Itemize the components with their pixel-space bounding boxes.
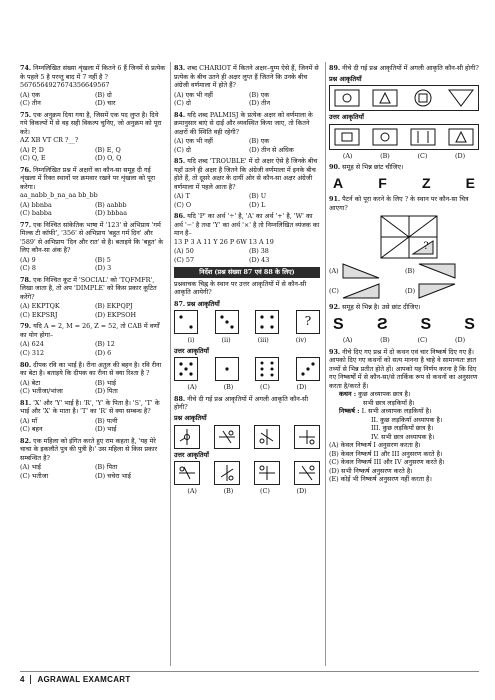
question-text: निम्नलिखित प्रश्न में अक्षरों का कौन-सा समूह दी गई शृंखला में रिक्त स्थानों पर क्रमवार रखने पर शृंखला को पूरा करेगा।: [20, 165, 155, 191]
option-d[interactable]: (D) भाई: [95, 425, 117, 434]
conclusion-label: निष्कर्ष :: [339, 407, 360, 416]
symbol-figure: [254, 425, 280, 449]
question-86: [174, 212, 320, 264]
option-b[interactable]: (B) केवल निष्कर्ष II और III अनुसरण करते है।: [329, 449, 443, 458]
option-c[interactable]: (C) भतीजा: [20, 471, 49, 480]
question-81: [20, 399, 166, 434]
column-divider: [170, 62, 171, 666]
shape-figure: [332, 88, 362, 108]
question-83: [174, 64, 320, 108]
option-c[interactable]: (C): [259, 383, 270, 392]
option-c[interactable]: (C) 8: [20, 264, 36, 273]
option-d[interactable]: (D) bbbaa: [95, 209, 128, 218]
option-a[interactable]: (A) P, D: [20, 145, 44, 154]
option-c[interactable]: (C): [329, 286, 339, 295]
question-number: 93.: [329, 347, 341, 356]
shape-figure: [370, 88, 400, 108]
option-d[interactable]: (D) 43: [249, 255, 270, 264]
question-number: 88.: [174, 394, 186, 403]
question-text: एक निश्चित सांकेतिक भाषा में '123' से अभिप्राय 'गर्म मिल्क टी कॉफी', '356' से अभिप्राय 'बहुत गर्म दिन' और '589' से अभिप्राय 'दिन और रात' से है। बताइये कि 'बहुत' के लिए कौन-सा अंक है?: [20, 220, 164, 255]
option-c-figure[interactable]: [341, 282, 381, 300]
figure-label: प्रश्न आकृतियाँ: [174, 413, 207, 422]
answer-figures: [174, 461, 320, 485]
option-a[interactable]: (A) T: [174, 192, 190, 201]
question-number: 78.: [20, 275, 32, 284]
question-89: [329, 64, 479, 160]
symbol-figure: [294, 425, 320, 449]
option-b[interactable]: (B) 12: [95, 340, 115, 349]
conclusion: III. कुछ लड़कियाँ छात्र है।: [371, 424, 434, 433]
answer-figures-label: उत्तर आकृतियाँ: [174, 450, 209, 459]
option-c[interactable]: (C) दो: [174, 99, 191, 108]
option-c[interactable]: (C) 57: [174, 255, 195, 264]
question-text: नीचे दिए गए प्रश्न में दो कथन एवं चार निष्कर्ष दिए गए हैं। आपको दिए गए कथनों को सत्य मानना है चाहे वे सामान्यतः ज्ञात तथ्यों से भिन्न प्रतीत होते हों। आपको यह निर्णय करना है कि दिए गए निष्कर्षों में से कौन-सा/से तार्किक रूप से कथनों का अनुसरण करता है/करते हैं।: [329, 347, 478, 390]
question-number: 84.: [174, 110, 186, 119]
shape-figure: [446, 88, 476, 108]
question-90: [329, 163, 479, 192]
glyph-figure[interactable]: S: [420, 315, 432, 333]
question-figures: [174, 425, 320, 449]
question-88: [174, 395, 320, 496]
option-b[interactable]: (B): [223, 487, 234, 496]
option-d[interactable]: (D) पिता: [95, 387, 118, 396]
option-b[interactable]: (B): [380, 336, 390, 344]
question-number: 80.: [20, 360, 32, 369]
option-d[interactable]: (D) EKPSOH: [95, 310, 137, 319]
dice-figure: [174, 310, 198, 334]
column-left: [20, 64, 166, 483]
question-number: 90.: [329, 163, 341, 172]
question-85: [174, 157, 320, 209]
option-b[interactable]: (B) एक: [249, 137, 270, 146]
option-d-figure[interactable]: [294, 461, 320, 485]
figure-label: प्रश्न आकृतियाँ: [329, 74, 362, 83]
option-c[interactable]: (C) babba: [20, 209, 52, 218]
option-b[interactable]: (B) 5: [95, 255, 111, 264]
dice-figure: [255, 310, 279, 334]
option-e[interactable]: (E) कोई भी निष्कर्ष अनुसरण नहीं करता है।: [329, 475, 432, 484]
option-a[interactable]: (A) भाई: [20, 463, 41, 472]
question-mark-figure: ?: [296, 310, 320, 334]
option-d[interactable]: (D): [405, 286, 416, 295]
option-b[interactable]: (B) एक: [249, 90, 270, 99]
option-a-figure[interactable]: [341, 262, 381, 280]
option-b[interactable]: (B) EKPQPJ: [95, 302, 133, 311]
question-number: 74.: [20, 64, 32, 72]
option-d[interactable]: (D) तीन से अधिक: [249, 145, 294, 154]
letter-series: aa_nabb_b_na_aa bb_bb: [20, 191, 98, 200]
option-a-figure[interactable]: [174, 357, 198, 381]
answer-figures-label: उत्तर आकृतियाँ: [174, 346, 209, 355]
option-b[interactable]: (B) पत्नी: [95, 416, 118, 425]
question-76: [20, 166, 166, 218]
symbol-figure: [174, 425, 200, 449]
question-text: शब्द CHARIOT में कितने अक्षर–युग्म ऐसे हैं, जिनमें से प्रत्येक के बीच उतने ही अक्षर लुप्त हैं जितने कि उनके बीच अंग्रेजी वर्णमाला में होते हैं?: [174, 64, 319, 90]
option-d-figure[interactable]: [296, 357, 320, 381]
question-text: 'X' और 'Y' भाई है। 'R', 'Y' के पिता है। 'S', 'T' के भाई और 'X' के माता है। 'T' का 'R' से क्या सम्बन्ध है?: [20, 398, 160, 416]
brand-logo: AGRAWAL EXAMCART: [37, 674, 131, 684]
option-c-figure[interactable]: [254, 461, 280, 485]
answer-figures-label: उत्तर आकृतियाँ: [329, 113, 364, 122]
question-text: समूह से भिन्न छांट चीजिए।: [342, 163, 404, 172]
option-a[interactable]: (A): [329, 266, 339, 275]
option-c[interactable]: (C) 312: [20, 348, 45, 357]
letter-series: AZ XB VT CR ?__?: [20, 136, 79, 145]
option-a[interactable]: (A) 9: [20, 255, 36, 264]
dice-figure: [215, 310, 239, 334]
option-c[interactable]: (C) EKPSRJ: [20, 310, 58, 319]
letter-figure[interactable]: E: [465, 174, 475, 191]
expression: 13 P 3 A 11 Y 26 P 6W 13 A 19: [174, 237, 274, 246]
figure-label: (iii): [257, 336, 269, 345]
option-d[interactable]: (D) चचेरा भाई: [95, 471, 131, 480]
question-77: [20, 221, 166, 273]
question-number: 79.: [20, 322, 32, 331]
option-a[interactable]: (A) माँ: [20, 416, 38, 425]
option-d[interactable]: (D) तीन: [249, 99, 270, 108]
question-87: [174, 300, 320, 392]
option-a[interactable]: (A) एक भी नहीं: [174, 137, 213, 146]
symbol-figure: [214, 425, 240, 449]
figure-label: (iv): [295, 336, 307, 345]
option-a[interactable]: (A): [342, 151, 353, 160]
letter-figure[interactable]: Z: [421, 174, 431, 191]
question-figures: [329, 85, 479, 111]
question-75: [20, 111, 166, 163]
question-text: एक अनुक्रम दिया गया है, जिसमें एक पद लुप्त है। दिये गये विकल्पों में से वह सही विकल्प चुनिए, जो अनुक्रम को पूरा करे।: [20, 110, 162, 136]
option-c[interactable]: (C) केवल निष्कर्ष III और IV अनुसरण करते है।: [329, 458, 445, 467]
option-a[interactable]: (A) 624: [20, 340, 44, 349]
conclusion: II. कुछ लड़कियाँ अध्यापक है।: [371, 415, 443, 424]
option-d-figure[interactable]: [446, 127, 476, 147]
letter-figures: [329, 174, 479, 193]
page-number: 4: [20, 674, 25, 684]
figure-label: (i): [187, 336, 195, 345]
option-c[interactable]: (C) दो: [174, 145, 191, 154]
option-a[interactable]: (A) एक: [20, 90, 41, 99]
option-d[interactable]: (D) सभी निष्कर्ष अनुसरण करते है।: [329, 466, 413, 475]
question-84: [174, 111, 320, 155]
question-number: 89.: [329, 64, 341, 72]
option-d[interactable]: (D): [296, 383, 307, 392]
question-text: नीचे दी गई प्रश्न आकृतियों में अगली आकृति कौन-सी होगी?: [174, 394, 308, 412]
option-a-figure[interactable]: [332, 127, 362, 147]
question-92: [329, 303, 479, 344]
option-b[interactable]: (B) E, Q: [95, 145, 121, 154]
option-a[interactable]: (A) EKPTQK: [20, 302, 60, 311]
pattern-figure: [379, 214, 439, 260]
question-text: एक महिला को इंगित करते हुए राम कहता है, 'यह मेरे चाचा के इकलौते पुत्र की पुत्री है।' उस महिला से किस प्रकार सम्बन्धित है?: [20, 436, 158, 462]
option-c[interactable]: (C) बहन: [20, 425, 43, 434]
figure-label: (ii): [221, 336, 231, 345]
question-text: समूह से भिन्न है। उसे छांट दीजिए।: [342, 303, 421, 312]
option-c[interactable]: (C): [259, 487, 270, 496]
question-74: [20, 64, 166, 108]
question-number: 86.: [174, 212, 186, 221]
option-c[interactable]: (C) तीन: [20, 99, 41, 108]
column-divider: [325, 62, 326, 666]
answer-figures: [174, 357, 320, 381]
question-text: यदि A = 2, M = 26, Z = 52, तो CAB में वर्णों का योग होगा–: [20, 322, 160, 339]
number-series: 5676564927674356649567: [20, 81, 110, 90]
direction-text: प्रश्नवाचक चिह्न के स्थान पर उत्तर आकृतियों में से कौन-सी आकृति आयेगी?: [174, 279, 307, 297]
question-number: 76.: [20, 165, 32, 174]
question-text: निम्नलिखित संख्या शृंखला में कितने 6 हैं जिनमें से प्रत्येक के पहले 5 है परन्तु बाद में 7 नहीं है ?: [20, 64, 166, 81]
letter-figure[interactable]: A: [333, 174, 344, 191]
option-a[interactable]: (A) bbnba: [20, 200, 52, 209]
option-b[interactable]: (B) भाई: [95, 378, 116, 387]
option-c[interactable]: (C): [417, 336, 428, 344]
option-b-figure[interactable]: [370, 127, 400, 147]
option-c[interactable]: (C) भतीजा/भांजा: [20, 387, 63, 396]
option-c[interactable]: (C) Q, E: [20, 154, 46, 163]
option-d[interactable]: (D) 6: [95, 348, 112, 357]
answer-figures: [329, 124, 479, 150]
question-number: 92.: [329, 303, 341, 312]
option-d[interactable]: (D): [455, 151, 466, 160]
question-figures: [174, 310, 320, 334]
option-b-figure[interactable]: [214, 461, 240, 485]
statement: सभी छात्र लड़कियाँ है।: [363, 398, 415, 407]
option-a[interactable]: (A) बेटा: [20, 378, 41, 387]
option-a-figure[interactable]: [174, 461, 200, 485]
question-number: 81.: [20, 398, 32, 407]
option-b-figure[interactable]: [417, 262, 457, 280]
option-b[interactable]: (B): [405, 266, 415, 275]
option-c[interactable]: (C): [417, 151, 428, 160]
option-c[interactable]: (C) O: [174, 200, 192, 209]
option-d-figure[interactable]: [417, 282, 457, 300]
glyph-figure[interactable]: S: [333, 315, 344, 333]
option-b[interactable]: (B) U: [249, 192, 267, 201]
shape-figure: [408, 88, 438, 108]
option-a[interactable]: (A): [342, 336, 353, 344]
question-text: एक निश्चित कूट में 'SOCIAL' को 'TQFMFR', लिखा जाता है, तो अप 'DIMPLE' को किस प्रकार कूटित करेंगे?: [20, 275, 157, 301]
conclusion: I. सभी अध्यापक लड़कियाँ है।: [361, 407, 432, 416]
page-footer: [20, 671, 479, 686]
footer-divider: [30, 675, 31, 684]
question-text: यदि शब्द PALMISJ के प्रत्येक अक्षर को वर्णमाला के क्रमानुसार बाएं से दाईं और व्यवस्थित किया जाए, तो कितने अक्षरों की स्थिति वही रहेगी?: [174, 110, 313, 136]
option-b[interactable]: (B): [380, 151, 390, 160]
option-a[interactable]: (A): [187, 487, 197, 496]
option-d[interactable]: (D) 3: [95, 264, 112, 273]
question-number: 85.: [174, 157, 186, 166]
question-text: पैटर्न को पूरा करने के लिए ? के स्थान पर कौन-सा चित्र आएगा?: [329, 195, 469, 212]
option-d[interactable]: (D): [296, 487, 307, 496]
conclusion: IV. सभी छात्र अध्यापक है।: [371, 432, 435, 441]
option-d[interactable]: (D) O, Q: [95, 154, 122, 163]
question-number: 75.: [20, 110, 32, 119]
option-a[interactable]: (A) 50: [174, 247, 194, 256]
statement-label: कथन :: [339, 390, 357, 399]
option-c-figure[interactable]: [408, 127, 438, 147]
option-b-figure[interactable]: [215, 357, 239, 381]
question-number: 87.: [174, 299, 186, 308]
question-number: 83.: [174, 64, 186, 72]
option-b[interactable]: (B) 38: [249, 247, 269, 256]
question-text: यदि शब्द 'TROUBLE' में दो अक्षर ऐसे है जिनके बीच यहाँ उतने ही अक्षर है जितने कि अंग्रेजी वर्णमाला में इनके बीच होते हैं, तो दूसरे अक्षर के दायीं ओर से कौन-सा अक्षर अंग्रेजी वर्णमाला में पहले आता है?: [174, 157, 318, 191]
question-number: 77.: [20, 220, 32, 229]
option-d[interactable]: (D): [455, 336, 466, 344]
question-mark: ?: [423, 241, 429, 253]
question-text: नीचे दी गई प्रश्न आकृतियों में अगली आकृति कौन-सी होगी?: [342, 64, 479, 72]
option-c-figure[interactable]: [255, 357, 279, 381]
glyph-figure[interactable]: S: [376, 315, 388, 333]
question-82: [20, 437, 166, 481]
column-right: [329, 64, 479, 487]
question-78: [20, 276, 166, 320]
option-b[interactable]: (B) aabbb: [95, 200, 127, 209]
question-93: [329, 348, 479, 484]
question-79: [20, 322, 166, 357]
glyph-figure[interactable]: S: [464, 315, 475, 333]
direction-banner: निर्देश (प्रश्न संख्या 87 एवं 88 के लिए): [174, 267, 320, 278]
letter-figure[interactable]: F: [378, 174, 387, 191]
option-b[interactable]: (B) पिता: [95, 463, 118, 472]
figure-label: प्रश्न आकृतियाँ: [187, 299, 220, 308]
question-text: यदि 'P' का अर्थ '÷' है, 'A' का अर्थ '+' है, 'W' का अर्थ '−' है तथा 'Y' का अर्थ '×' है तो निम्नलिखित व्यंजक का मान है–: [174, 212, 320, 238]
option-b[interactable]: (B) दो: [95, 90, 112, 99]
option-a[interactable]: (A) एक भी नहीं: [174, 90, 213, 99]
glyph-figures: [329, 314, 479, 335]
question-text: दीपक रवि का भाई है। रीना अतुल की बहन है। रवि रीना का बेटा है। बताइये कि दीपक का रीना से क्या रिश्ता है ?: [20, 360, 162, 378]
option-b[interactable]: (B): [223, 383, 234, 392]
column-middle: [174, 64, 320, 499]
question-number: 82.: [20, 436, 32, 445]
statement: कुछ अध्यापक छात्र है।: [358, 390, 411, 399]
question-number: 91.: [329, 195, 341, 204]
option-d[interactable]: (D) L: [249, 200, 266, 209]
option-a[interactable]: (A): [187, 383, 197, 392]
option-d[interactable]: (D) चार: [95, 99, 116, 108]
option-a[interactable]: (A) केवल निष्कर्ष I अनुसरण करता है।: [329, 441, 421, 450]
question-91: [329, 195, 479, 300]
question-80: [20, 361, 166, 396]
